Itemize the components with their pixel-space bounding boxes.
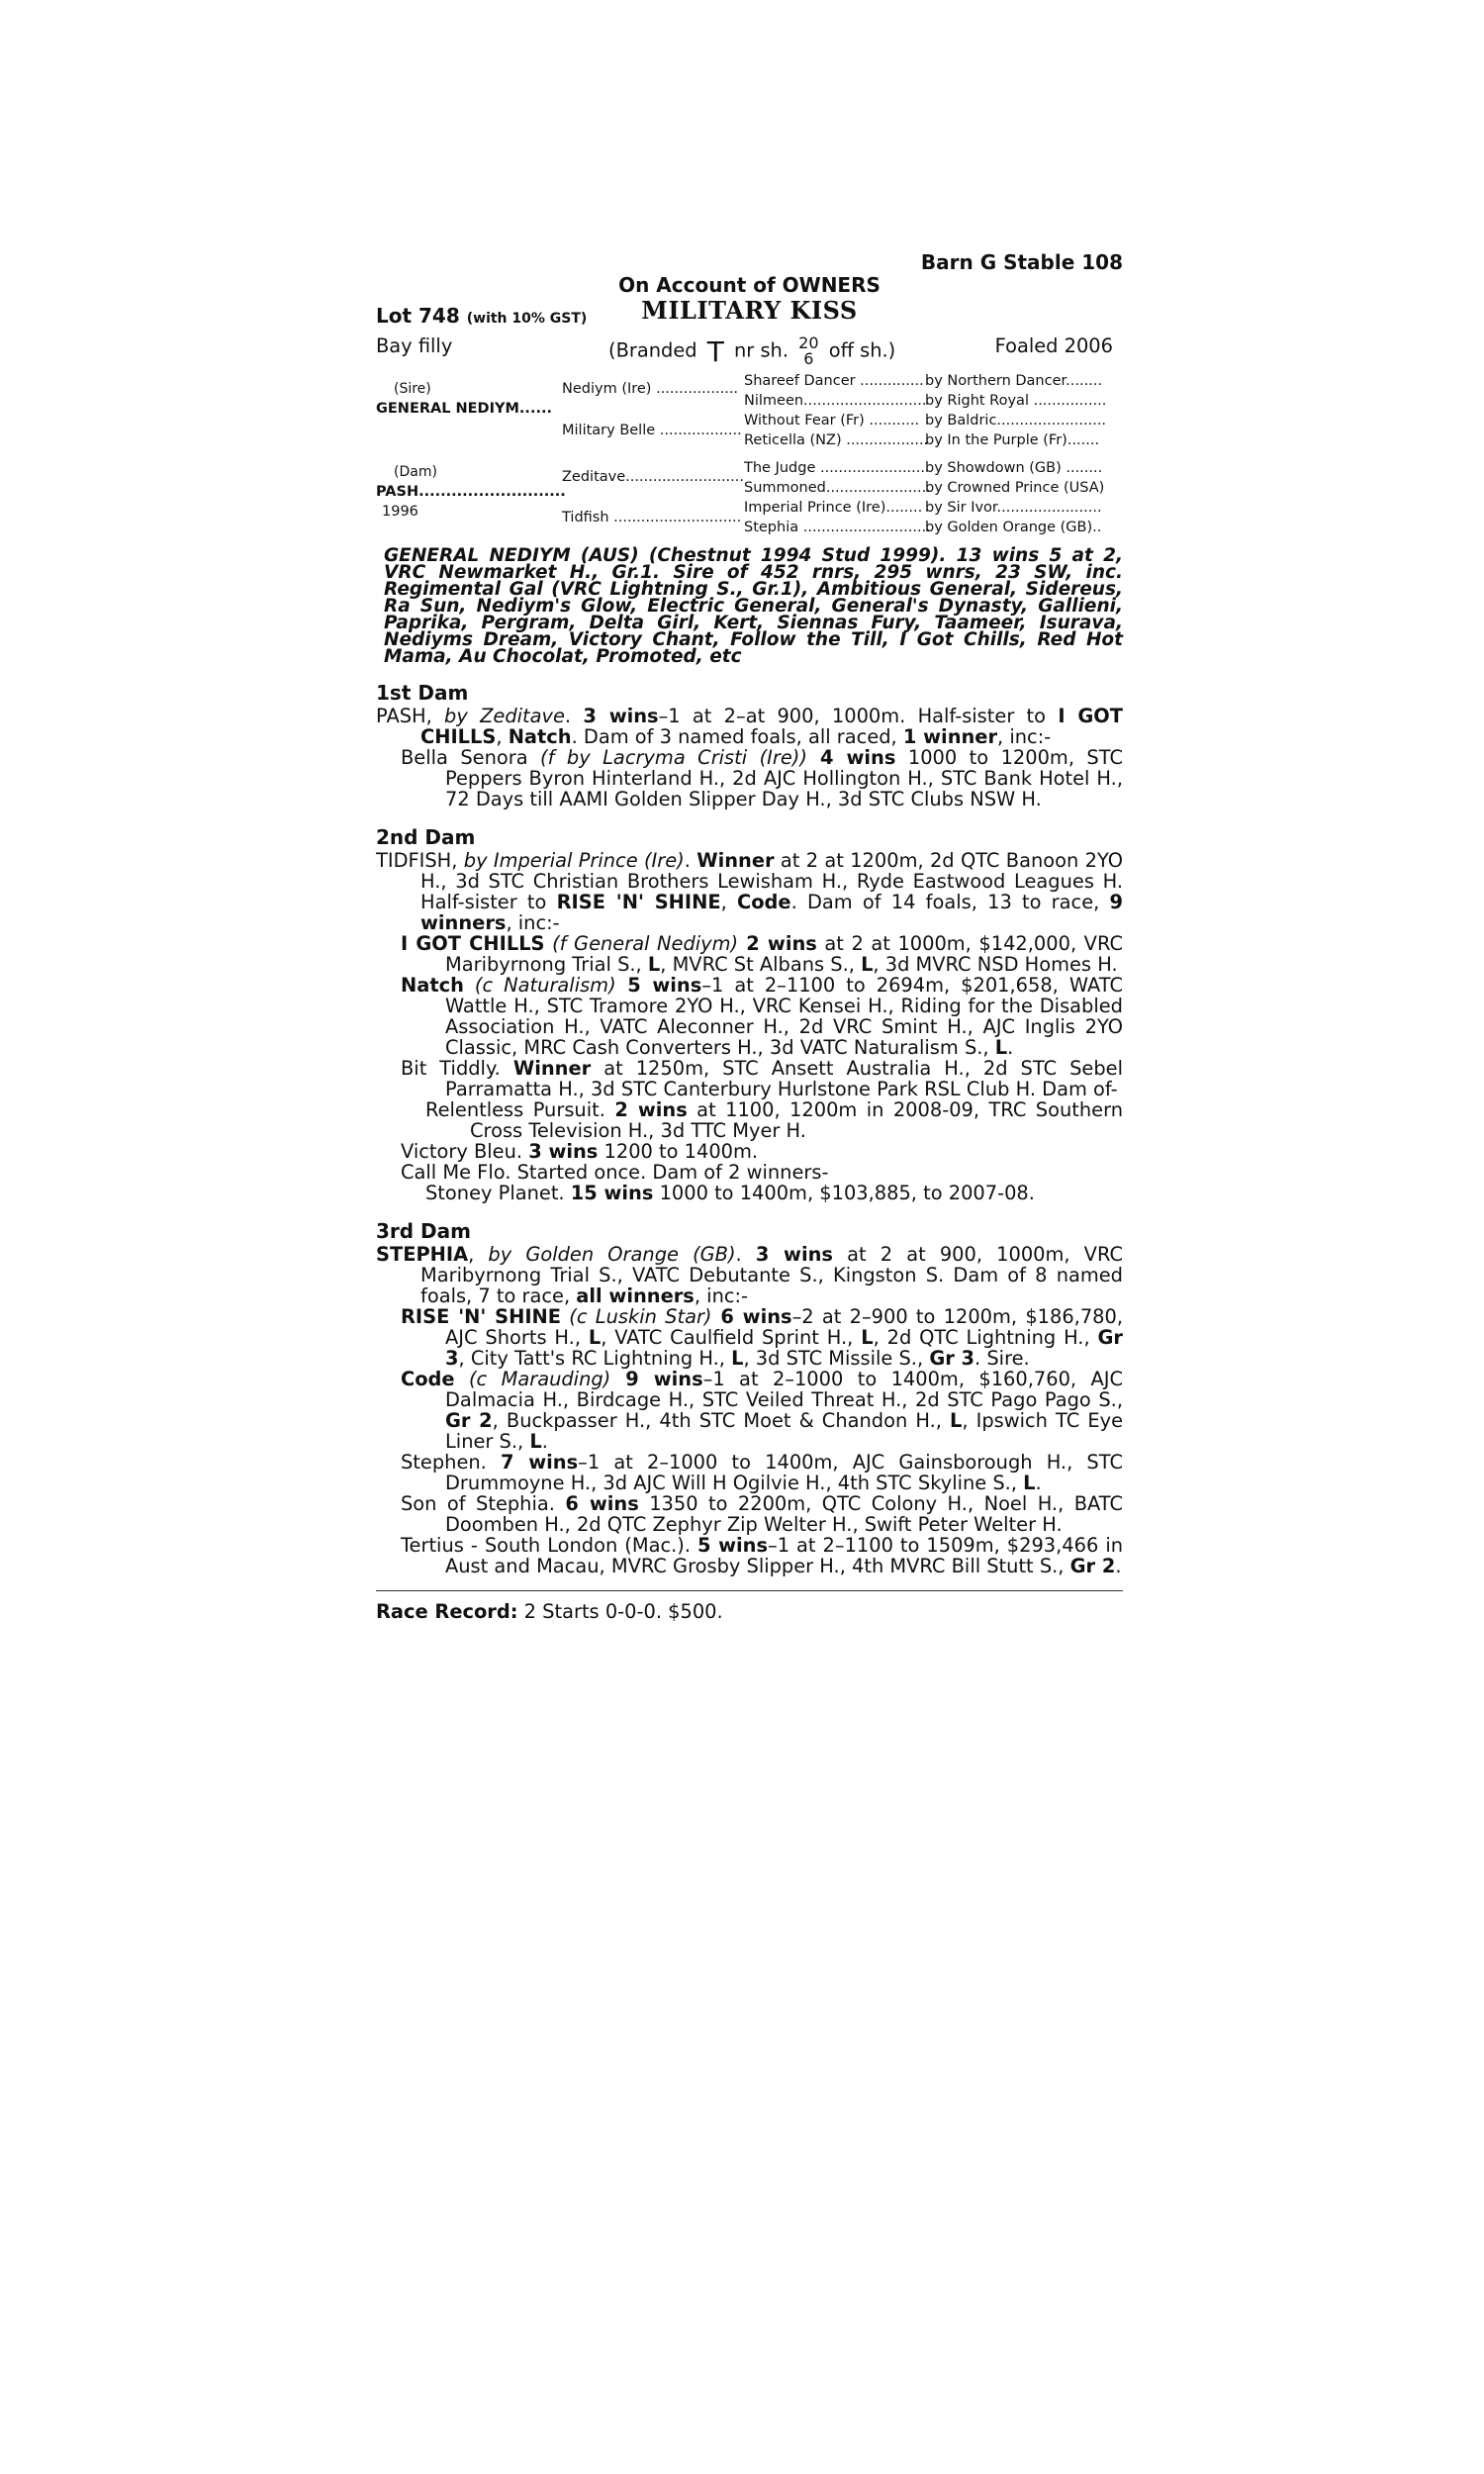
- progeny-entry: Victory Bleu. 3 wins 1200 to 1400m.: [401, 1140, 759, 1163]
- grandsire-2: Zeditave..........................: [562, 469, 744, 485]
- dam-year: 1996: [382, 504, 418, 520]
- dam-label: (Dam): [394, 464, 437, 480]
- pedigree-by: by Right Royal ................: [925, 393, 1107, 409]
- dam-name: PASH...........................: [376, 484, 566, 500]
- sire-name: GENERAL NEDIYM......: [376, 401, 552, 417]
- progeny-entry: Son of Stephia. 6 wins 1350 to 2200m, QTC Colony H., Noel H., BATC Doomben H., 2d QTC Zephyr Zip Welter H., Swift Peter Welter H.: [401, 1492, 1124, 1536]
- grand-progeny-entry: Relentless Pursuit. 2 wins at 1100, 1200m in 2008-09, TRC Southern Cross Television H., 3d TTC Myer H.: [425, 1098, 1123, 1142]
- description-row: [376, 328, 1123, 368]
- third-dam-heading: 3rd Dam: [376, 1219, 471, 1243]
- brand-mark-icon: T: [706, 334, 724, 368]
- pedigree-ancestor: Stephia ............................: [744, 520, 931, 535]
- lot-row: [376, 298, 1123, 328]
- grandsire-1: Nediym (Ire) ..................: [562, 381, 739, 397]
- pedigree-by: by Showdown (GB) ........: [925, 460, 1103, 476]
- third-dam-entry: STEPHIA, by Golden Orange (GB). 3 wins at 2 at 900, 1000m, VRC Maribyrnong Trial S., VATC Debutante S., Kingston S. Dam of 8 named foals, 7 to race, all winners, inc:-: [376, 1243, 1123, 1307]
- foaled-year: Foaled 2006: [994, 334, 1113, 357]
- colour-sex: Bay filly: [376, 334, 453, 357]
- first-dam-heading: 1st Dam: [376, 681, 469, 705]
- sire-summary: GENERAL NEDIYM (AUS) (Chestnut 1994 Stud 1999). 13 wins 5 at 2, VRC Newmarket H., Gr.1. Sire of 452 rnrs, 295 wnrs, 23 SW, inc. Regimental Gal (VRC Lightning S., Gr.1), Ambitious General, Sidereus, Ra Sun, Nediym's Glow, Electric General, General's Dynasty, Gallieni, Paprika, Pergram, Delta Girl, Kert, Siennas Fury, Taameer, Isurava, Nediyms Dream, Victory Chant, Follow the Till, I Got Chills, Red Hot Mama, Au Chocolat, Promoted, etc: [384, 545, 1123, 667]
- pedigree-ancestor: The Judge .......................: [744, 460, 925, 476]
- pedigree-by: by Baldric........................: [925, 413, 1107, 428]
- pedigree-ancestor: Reticella (NZ) ..................: [744, 432, 929, 448]
- granddam-1: Military Belle ..................: [562, 423, 742, 438]
- brand: (Branded T nr sh. 20 6 off sh.): [608, 333, 896, 368]
- lot-number: Lot 748 (with 10% GST): [376, 304, 588, 328]
- second-dam-heading: 2nd Dam: [376, 825, 476, 849]
- pedigree-by: by In the Purple (Fr).......: [925, 432, 1100, 448]
- grand-progeny-entry: Stoney Planet. 15 wins 1000 to 1400m, $103,885, to 2007-08.: [425, 1182, 1035, 1204]
- progeny-entry: Bit Tiddly. Winner at 1250m, STC Ansett Australia H., 2d STC Sebel Parramatta H., 3d STC Canterbury Hurlstone Park RSL Club H. Dam of-: [401, 1057, 1123, 1100]
- progeny-entry: Stephen. 7 wins–1 at 2–1000 to 1400m, AJC Gainsborough H., STC Drummoyne H., 3d AJC Will H Ogilvie H., 4th STC Skyline S., L.: [401, 1451, 1123, 1494]
- catalogue-page: [376, 252, 1123, 1622]
- pedigree-ancestor: Summoned.......................: [744, 480, 931, 496]
- progeny-entry: Bella Senora (f by Lacryma Cristi (Ire)) 4 wins 1000 to 1200m, STC Peppers Byron Hinterland H., 2d AJC Hollington H., STC Bank Hotel H., 72 Days till AAMI Golden Slipper Day H., 3d STC Clubs NSW H.: [401, 746, 1123, 810]
- barn-stable: Barn G Stable 108: [920, 250, 1123, 274]
- pedigree-ancestor: Nilmeen...........................: [744, 393, 927, 409]
- progeny-entry: RISE 'N' SHINE (c Luskin Star) 6 wins–2 at 2–900 to 1200m, $186,780, AJC Shorts H., L, VATC Caulfield Sprint H., L, 2d QTC Lightning H., Gr 3, City Tatt's RC Lightning H., L, 3d STC Missile S., Gr 3. Sire.: [401, 1305, 1124, 1370]
- pedigree-by: by Golden Orange (GB)..: [925, 520, 1102, 535]
- pedigree-by: by Crowned Prince (USA): [925, 480, 1105, 496]
- lot-gst-note: (with 10% GST): [466, 311, 588, 327]
- pedigree-table: [376, 371, 1123, 539]
- pedigree-by: by Sir Ivor.......................: [925, 500, 1102, 516]
- divider: [376, 1590, 1123, 1591]
- sire-label: (Sire): [394, 381, 431, 397]
- pedigree-ancestor: Shareef Dancer ..............: [744, 373, 924, 389]
- brand-fraction: 20 6: [798, 333, 819, 368]
- pedigree-ancestor: Without Fear (Fr) ...........: [744, 413, 920, 428]
- pedigree-by: by Northern Dancer........: [925, 373, 1103, 389]
- granddam-2: Tidfish ............................: [562, 510, 742, 525]
- pedigree-ancestor: Imperial Prince (Ire)........: [744, 500, 923, 516]
- horse-name: MILITARY KISS: [641, 296, 858, 325]
- progeny-entry: Code (c Marauding) 9 wins–1 at 2–1000 to 1400m, $160,760, AJC Dalmacia H., Birdcage H., STC Veiled Threat H., 2d STC Pago Pago S., Gr 2, Buckpasser H., 4th STC Moet & Chandon H., L, Ipswich TC Eye Liner S., L.: [401, 1368, 1124, 1453]
- progeny-entry: Tertius - South London (Mac.). 5 wins–1 at 2–1100 to 1509m, $293,466 in Aust and Macau, MVRC Grosby Slipper H., 4th MVRC Bill Stutt S., Gr 2.: [401, 1534, 1124, 1577]
- second-dam-entry: TIDFISH, by Imperial Prince (Ire). Winner at 2 at 1200m, 2d QTC Banoon 2YO H., 3d STC Christian Brothers Lewisham H., Ryde Eastwood Leagues H. Half-sister to RISE 'N' SHINE, Code. Dam of 14 foals, 13 to race, 9 winners, inc:-: [376, 849, 1124, 934]
- progeny-entry: Call Me Flo. Started once. Dam of 2 winners-: [401, 1161, 829, 1184]
- progeny-entry: I GOT CHILLS (f General Nediym) 2 wins at 2 at 1000m, $142,000, VRC Maribyrnong Trial S., L, MVRC St Albans S., L, 3d MVRC NSD Homes H.: [401, 932, 1123, 976]
- first-dam-entry: PASH, by Zeditave. 3 wins–1 at 2–at 900, 1000m. Half-sister to I GOT CHILLS, Natch. Dam of 3 named foals, all raced, 1 winner, inc:-: [376, 705, 1124, 748]
- race-record: Race Record: 2 Starts 0-0-0. $500.: [376, 1600, 723, 1623]
- progeny-entry: Natch (c Naturalism) 5 wins–1 at 2–1100 to 2694m, $201,658, WATC Wattle H., STC Tramore 2YO H., VRC Kensei H., Riding for the Disabled Association H., VATC Aleconner H., 2d VRC Smint H., AJC Inglis 2YO Classic, MRC Cash Converters H., 3d VATC Naturalism S., L.: [401, 974, 1123, 1059]
- vendor-account: On Account of OWNERS: [618, 273, 881, 297]
